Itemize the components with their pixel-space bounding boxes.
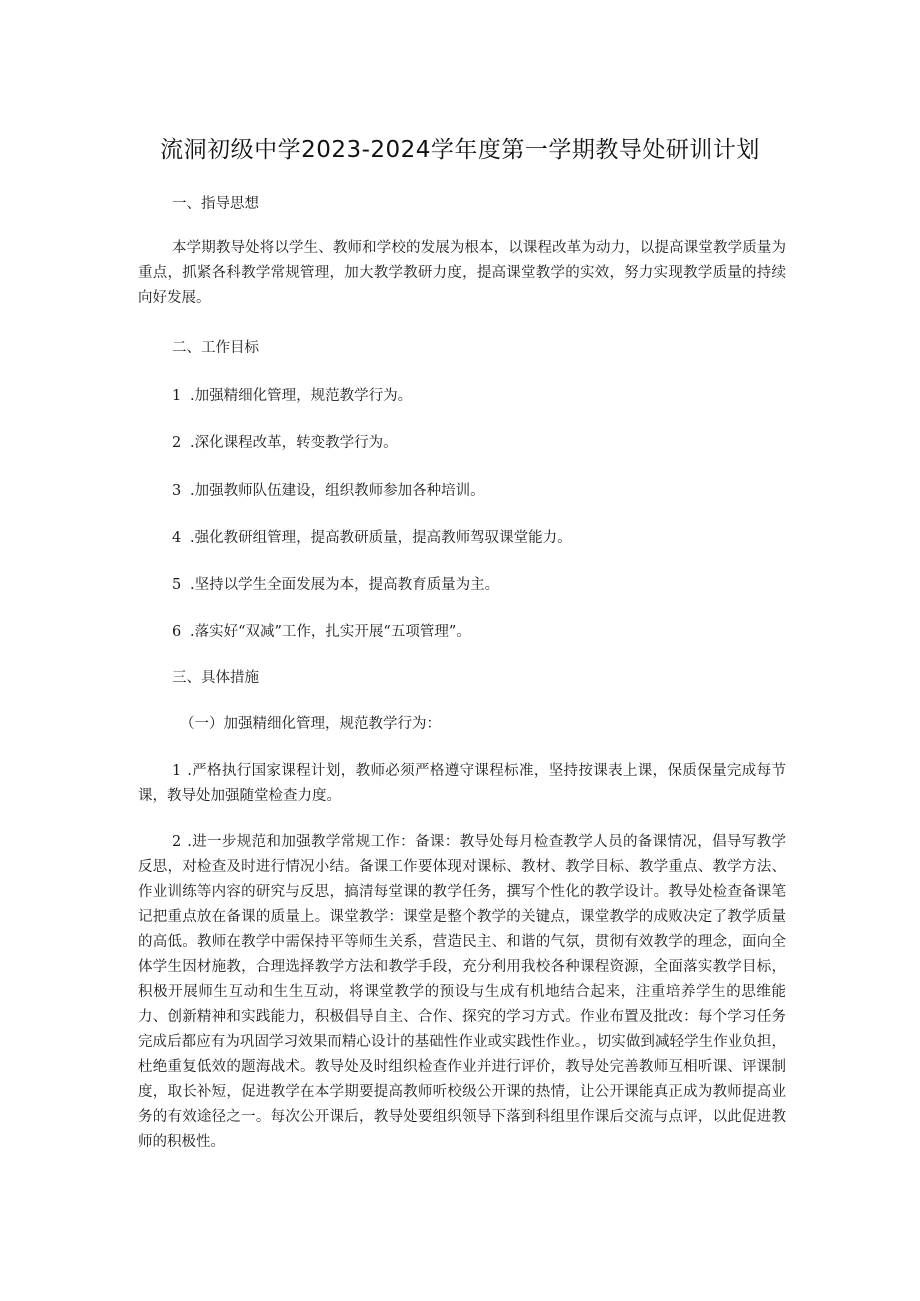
goal-text: .加强精细化管理，规范教学行为。 — [190, 388, 413, 404]
measure-number: 1 — [172, 763, 182, 779]
goal-text: .落实好“双减”工作，扎实开展“五项管理”。 — [190, 624, 471, 640]
goal-number: 2 — [172, 435, 182, 451]
measure-item — [138, 830, 786, 1155]
goal-number: 1 — [172, 388, 182, 404]
goal-item — [172, 575, 499, 595]
measure-number: 2 — [172, 834, 182, 850]
goal-number: 5 — [172, 577, 182, 593]
goal-text: .加强教师队伍建设，组织教师参加各种培训。 — [190, 483, 485, 499]
section-heading-measures: 三、具体措施 — [172, 670, 259, 686]
goal-item — [172, 622, 471, 642]
measure-text: .严格执行国家课程计划，教师必须严格遵守课程标准，坚持按课表上课，保质保量完成每节课，教导处加强随堂检查力度。 — [138, 763, 786, 804]
section-heading-work-goals: 二、工作目标 — [172, 340, 259, 356]
goal-number: 4 — [172, 530, 182, 546]
measure-text: .进一步规范和加强教学常规工作：备课：教导处每月检查教学人员的备课情况，倡导写教学反思，对检查及时进行情况小结。备课工作要体现对课标、教材、教学目标、教学重点、教学方法、作业训练等内容的研究与反思，搞清每堂课的教学任务，撰写个性化的教学设计。教导处检查备课笔记把重点放在备课的质量上。课堂教学：课堂是整个教学的关键点，课堂教学的成败决定了教学质量的高低。教师在教学中需保持平等师生关系，营造民主、和谐的气氛，贯彻有效教学的理念，面向全体学生因材施教，合理选择教学方法和教学手段，充分利用我校各种课程资源，全面落实教学目标，积极开展师生互动和生生互动，将课堂教学的预设与生成有机地结合起来，注重培养学生的思维能力、创新精神和实践能力，积极倡导自主、合作、探究的学习方式。作业布置及批改：每个学习任务完成后都应有为巩固学习效果而精心设计的基础性作业或实践性作业。，切实做到减轻学生作业负担，杜绝重复低效的题海战术。教导处及时组织检查作业并进行评价，教导处完善教师互相听课、评课制度，取长补短，促进教学在本学期要提高教师听校级公开课的热情，让公开课能真正成为教师提高业务的有效途径之一。每次公开课后，教导处要组织领导下落到科组里作课后交流与点评，以此促进教师的积极性。 — [138, 834, 786, 1150]
goal-text: .坚持以学生全面发展为本，提高教育质量为主。 — [190, 577, 500, 593]
goal-text: .强化教研组管理，提高教研质量，提高教师驾驭课堂能力。 — [190, 530, 572, 546]
section-heading-guiding-thought: 一、指导思想 — [172, 196, 259, 212]
goal-item — [172, 481, 485, 501]
goal-item — [172, 528, 572, 548]
measure-item — [138, 759, 786, 809]
paragraph-guiding-thought: 本学期教导处将以学生、教师和学校的发展为根本，以课程改革为动力，以提高课堂教学质量为重点，抓紧各科教学常规管理，加大教学教研力度，提高课堂教学的实效，努力实现教学质量的持续向好发展。 — [138, 240, 786, 306]
goal-number: 6 — [172, 624, 182, 640]
goal-item — [172, 433, 398, 453]
goal-item — [172, 386, 412, 406]
subsection-heading: （一）加强精细化管理，规范教学行为： — [180, 716, 441, 732]
document-title: 流洞初级中学2023-2024学年度第一学期教导处研训计划 — [160, 137, 760, 163]
goal-number: 3 — [172, 483, 182, 499]
goal-text: .深化课程改革，转变教学行为。 — [190, 435, 398, 451]
